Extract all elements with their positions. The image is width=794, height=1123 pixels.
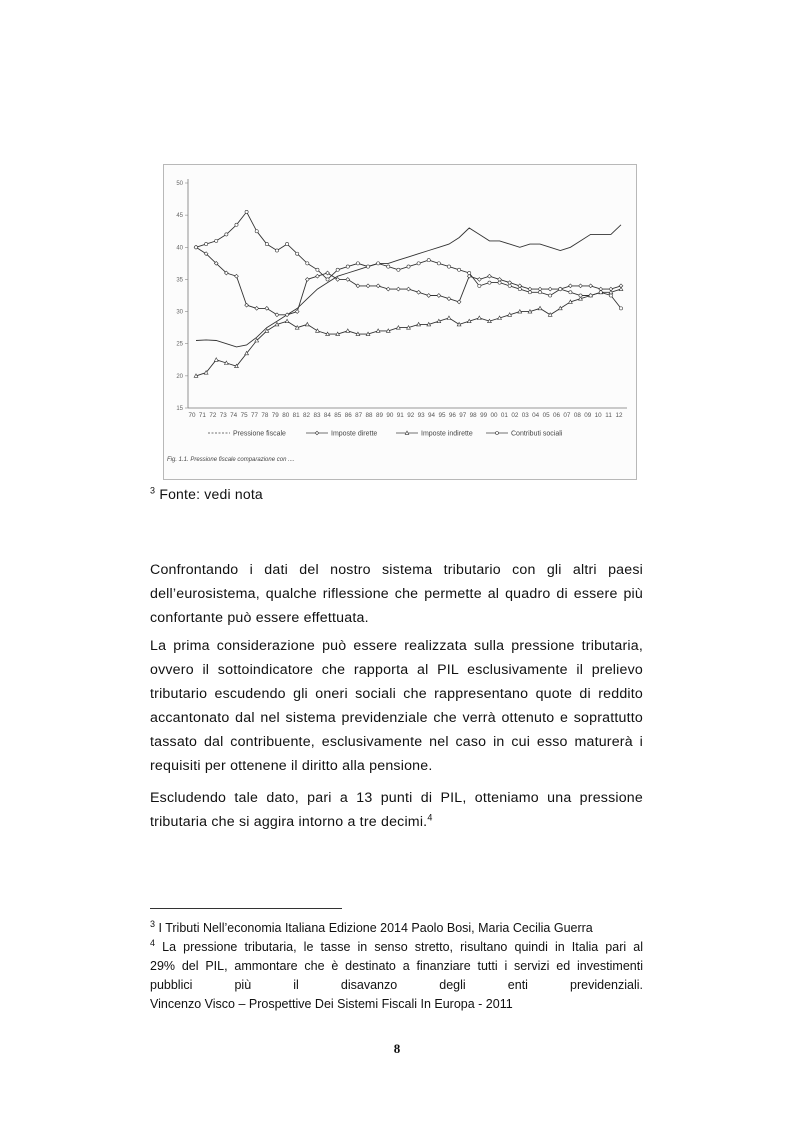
y-tick-label: 30 — [176, 309, 183, 316]
footnote-4-sup: 4 — [150, 937, 156, 948]
paragraph-3 — [150, 786, 643, 834]
figure-caption-text: Pressione fiscale comparazione con .... — [190, 457, 295, 463]
data-point — [336, 268, 339, 271]
legend-label-1: Pressione fiscale — [233, 430, 286, 438]
series-line-2 — [196, 247, 621, 314]
footnote-4 — [150, 938, 643, 1014]
footnote-4-line-1 — [150, 938, 643, 957]
data-point — [377, 262, 380, 265]
data-point — [457, 268, 460, 271]
data-point — [468, 271, 471, 274]
x-tick-label: 00 — [490, 412, 498, 419]
data-point — [538, 306, 542, 310]
data-point — [478, 284, 481, 287]
data-point — [214, 358, 218, 362]
x-tick-label: 73 — [219, 412, 227, 419]
page-number: 8 — [393, 1041, 401, 1056]
data-point — [549, 294, 552, 297]
x-tick-label: 91 — [396, 412, 404, 419]
paragraph-1: Confrontando i dati del nostro sistema tributario con gli altri paesi dell’eurosistema, qualche riflessione che permette al quadro di essere più confortante può essere effettuata. — [150, 562, 643, 626]
data-point — [275, 249, 278, 252]
footnote-separator — [150, 908, 342, 909]
x-tick-label: 99 — [480, 412, 488, 419]
legend-label-2: Imposte dirette — [331, 430, 378, 438]
x-tick-label: 86 — [344, 412, 352, 419]
data-point — [326, 278, 329, 281]
x-tick-label: 81 — [292, 412, 300, 419]
x-tick-label: 90 — [386, 412, 394, 419]
data-point — [285, 242, 288, 245]
x-tick-label: 05 — [542, 412, 550, 419]
line-chart — [164, 165, 636, 479]
x-tick-label: 92 — [407, 412, 415, 419]
data-point — [437, 262, 440, 265]
x-tick-label: 09 — [584, 412, 592, 419]
data-point — [508, 284, 511, 287]
x-tick-label: 79 — [271, 412, 279, 419]
x-tick-label: 07 — [563, 412, 571, 419]
x-tick-label: 01 — [500, 412, 508, 419]
x-tick-label: 72 — [209, 412, 217, 419]
x-tick-label: 98 — [469, 412, 477, 419]
data-point — [569, 284, 573, 288]
legend-label-3: Imposte indirette — [421, 430, 473, 438]
data-point — [194, 246, 197, 249]
data-point — [407, 287, 411, 291]
data-point — [589, 284, 593, 288]
figure-caption — [167, 457, 295, 463]
data-point — [498, 281, 501, 284]
footnote-4-line-4: Vincenzo Visco – Prospettive Dei Sistemi Fiscali In Europa - 2011 — [150, 997, 513, 1011]
data-point — [417, 262, 420, 265]
data-point — [477, 316, 481, 320]
x-tick-label: 80 — [282, 412, 290, 419]
x-tick-label: 94 — [428, 412, 436, 419]
data-point — [518, 287, 521, 290]
x-tick-label: 87 — [355, 412, 363, 419]
data-point — [306, 262, 309, 265]
x-tick-label: 71 — [198, 412, 206, 419]
data-point — [376, 284, 380, 288]
data-point — [366, 284, 370, 288]
y-tick-label: 15 — [176, 406, 183, 412]
data-point — [447, 316, 451, 320]
source-note-sup: 3 — [150, 485, 156, 496]
data-point — [488, 281, 491, 284]
x-tick-label: 93 — [417, 412, 425, 419]
x-tick-label: 85 — [334, 412, 342, 419]
data-point — [417, 290, 421, 294]
x-tick-label: 70 — [188, 412, 196, 419]
y-tick-label: 50 — [176, 181, 183, 187]
figure-caption-label: Fig. 1.1. — [167, 457, 189, 463]
data-point — [285, 319, 289, 323]
data-point — [215, 239, 218, 242]
x-tick-label: 11 — [605, 412, 612, 419]
data-point — [235, 223, 238, 226]
data-point — [558, 306, 562, 310]
data-point — [245, 210, 248, 213]
footnote-ref-4: 4 — [427, 812, 433, 823]
x-tick-label: 88 — [365, 412, 373, 419]
legend-marker — [496, 432, 499, 435]
x-tick-label: 96 — [448, 412, 456, 419]
data-point — [205, 242, 208, 245]
data-point — [579, 294, 582, 297]
data-point — [477, 278, 481, 282]
data-point — [427, 294, 431, 298]
data-point — [548, 313, 552, 317]
data-point — [366, 265, 369, 268]
data-point — [295, 310, 299, 314]
paragraph-2: La prima considerazione può essere realizzata sulla pressione tributaria, ovvero il sottoindicatore che rapporta al PIL esclusivamente il prelievo tributario escudendo gli oneri sociali che rappresentano quote di reddito accantonato dal nel sistema previdenziale che verrà ottenuto e soprattutto tassato dal contribuente, esclusivamente nel caso in cui esso maturerà i requisiti per ottenene il diritto alla pensione. — [150, 638, 643, 774]
footnote-4-line-1-text: La pressione tributaria, le tasse in senso stretto, risultano quindi in Italia pari al — [162, 940, 643, 954]
data-point — [255, 230, 258, 233]
source-note — [150, 486, 263, 502]
data-point — [579, 284, 583, 288]
data-point — [316, 274, 320, 278]
data-point — [255, 306, 259, 310]
data-point — [447, 297, 451, 301]
data-point — [316, 268, 319, 271]
series-line-4 — [196, 212, 621, 309]
data-point — [235, 274, 239, 278]
data-point — [346, 265, 349, 268]
x-tick-label: 78 — [261, 412, 269, 419]
data-point — [225, 233, 228, 236]
x-tick-label: 82 — [303, 412, 311, 419]
legend-marker — [315, 431, 319, 435]
x-tick-label: 12 — [615, 412, 623, 419]
x-tick-label: 74 — [230, 412, 238, 419]
data-point — [599, 291, 602, 294]
data-point — [305, 322, 309, 326]
data-point — [619, 287, 623, 291]
data-point — [316, 329, 320, 333]
footnote-3-sup: 3 — [150, 918, 156, 929]
data-point — [397, 268, 400, 271]
x-tick-label: 77 — [250, 412, 258, 419]
data-point — [427, 259, 430, 262]
paragraph-3-text: Escludendo tale dato, pari a 13 punti di PIL, otteniamo una pressione tributaria che si aggira intorno a tre decimi. — [150, 790, 643, 830]
chart-figure — [163, 164, 637, 480]
data-point — [386, 287, 390, 291]
data-point — [407, 265, 410, 268]
x-tick-label: 83 — [313, 412, 321, 419]
data-point — [457, 300, 461, 304]
footnote-4-line-2: 29% del PIL, ammontare che è destinato a finanziare tutti i servizi ed investimenti — [150, 959, 643, 973]
y-tick-label: 40 — [176, 245, 183, 252]
data-point — [265, 242, 268, 245]
data-point — [589, 294, 592, 297]
x-tick-label: 97 — [459, 412, 467, 419]
source-note-text: Fonte: vedi nota — [159, 486, 263, 502]
footnote-4-line-3: pubblici più il disavanzo degli enti previdenziali. — [150, 978, 643, 992]
x-tick-label: 02 — [511, 412, 519, 419]
data-point — [548, 287, 552, 291]
footnote-3-text: I Tributi Nell’economia Italiana Edizione 2014 Paolo Bosi, Maria Cecilia Guerra — [158, 921, 593, 935]
data-point — [387, 265, 390, 268]
data-point — [488, 274, 492, 278]
data-point — [619, 307, 622, 310]
y-tick-label: 25 — [176, 341, 183, 348]
data-point — [356, 262, 359, 265]
x-tick-label: 84 — [323, 412, 331, 419]
series-line-3 — [196, 289, 621, 376]
data-point — [528, 291, 531, 294]
data-point — [305, 278, 309, 282]
x-tick-label: 04 — [532, 412, 540, 419]
footnote-3 — [150, 919, 643, 938]
data-point — [538, 291, 541, 294]
data-point — [447, 265, 450, 268]
x-tick-label: 08 — [573, 412, 581, 419]
data-point — [296, 252, 299, 255]
data-point — [396, 287, 400, 291]
legend-label-4: Contributi sociali — [511, 430, 563, 438]
data-point — [569, 291, 572, 294]
x-tick-label: 95 — [438, 412, 446, 419]
x-tick-label: 03 — [521, 412, 529, 419]
x-tick-label: 06 — [553, 412, 561, 419]
y-tick-label: 45 — [176, 213, 183, 220]
data-point — [559, 287, 562, 290]
y-tick-label: 20 — [176, 373, 183, 380]
x-tick-label: 10 — [594, 412, 602, 419]
y-tick-label: 35 — [176, 277, 183, 284]
data-point — [346, 329, 350, 333]
data-point — [609, 294, 612, 297]
data-point — [437, 294, 441, 298]
x-tick-label: 75 — [240, 412, 248, 419]
data-point — [245, 303, 249, 307]
x-tick-label: 89 — [375, 412, 383, 419]
